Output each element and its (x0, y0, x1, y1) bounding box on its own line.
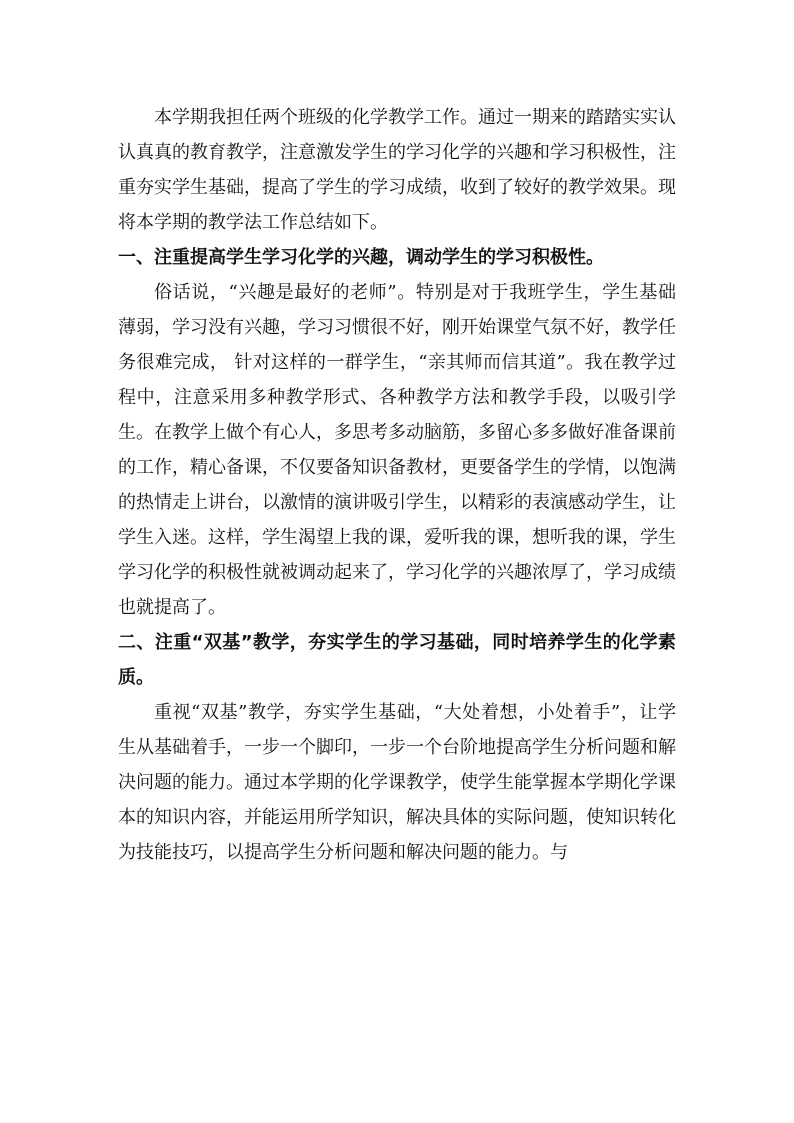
section-2-paragraph: 重视“双基”教学，夯实学生基础，“大处着想，小处着手”，让学生从基础着手，一步一个脚印，一步一个台阶地提高学生分析问题和解决问题的能力。通过本学期的化学课教学，使学生能掌握本学期化学课本的知识内容，并能运用所学知识，解决具体的实际问题，使知识转化为技能技巧，以提高学生分析问题和解决问题的能力。与 (118, 702, 676, 863)
document-body (118, 100, 676, 870)
section-heading-2: 二、注重“双基”教学，夯实学生的学习基础，同时培养学生的化学素质。 (118, 632, 676, 688)
intro-paragraph: 本学期我担任两个班级的化学教学工作。通过一期来的踏踏实实认认真真的教育教学，注意激发学生的学习化学的兴趣和学习积极性，注重夯实学生基础，提高了学生的学习成绩，收到了较好的教学效果。现将本学期的教学法工作总结如下。 (118, 107, 676, 233)
section-heading-1: 一、注重提高学生学习化学的兴趣，调动学生的学习积极性。 (118, 247, 604, 268)
section-1-paragraph: 俗话说，“兴趣是最好的老师”。特别是对于我班学生，学生基础薄弱，学习没有兴趣，学习习惯很不好，刚开始课堂气氛不好，教学任务很难完成， 针对这样的一群学生，“亲其师而信其道”。我在教学过程中，注意采用多种教学形式、各种教学方法和教学手段，以吸引学生。在教学上做个有心人，多思考多动脑筋，多留心多多做好准备课前的工作，精心备课，不仅要备知识备教材，更要备学生的学情，以饱满的热情走上讲台，以激情的演讲吸引学生，以精彩的表演感动学生，让学生入迷。这样，学生渴望上我的课，爱听我的课，想听我的课，学生学习化学的积极性就被调动起来了，学习化学的兴趣浓厚了，学习成绩也就提高了。 (118, 282, 676, 618)
